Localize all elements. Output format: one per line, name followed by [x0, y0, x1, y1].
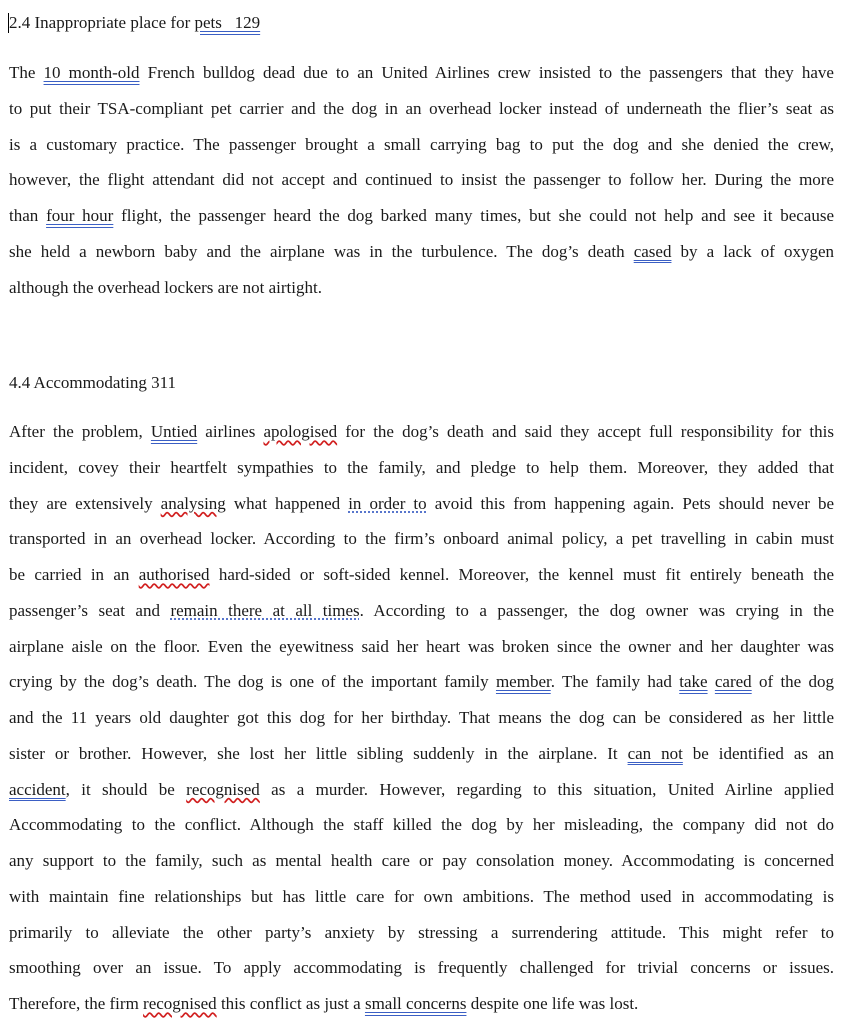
grammar-suggestion-mark[interactable]: take: [679, 672, 708, 692]
text-run: despite one life was lost.: [466, 994, 639, 1013]
text-line: [9, 450, 834, 486]
text-line: [9, 486, 834, 522]
text-line: [9, 521, 834, 557]
text-run: Accommodating to the conflict. Although the staff killed the dog by her misleading, the company did not do: [9, 815, 834, 835]
grammar-suggestion-mark[interactable]: remain there at all times: [170, 600, 360, 620]
text-run: , it should be: [65, 779, 187, 799]
text-run: by a lack of oxygen: [671, 241, 834, 261]
text-line: [9, 807, 834, 843]
text-run: . According to a passenger, the dog owner was crying in the: [359, 600, 834, 620]
text-run: airlines: [197, 422, 264, 441]
text-run: with maintain fine relationships but has little care for own ambitions. The method used in accommodating is: [9, 886, 834, 906]
spelling-error-mark[interactable]: apologised: [263, 422, 338, 441]
grammar-suggestion-mark[interactable]: cased: [633, 241, 672, 261]
text-run: French bulldog dead due to an United Airlines crew insisted to the passengers that they have: [139, 63, 834, 82]
heading-grammar-mark[interactable]: pets 129: [194, 13, 261, 32]
grammar-suggestion-mark[interactable]: member: [495, 672, 551, 692]
text-line: [9, 162, 834, 198]
text-run: any support to the family, such as mental health care or pay consolation money. Accommodating is concerned: [9, 851, 834, 870]
spelling-error-mark[interactable]: recognised: [186, 779, 260, 799]
grammar-suggestion-mark[interactable]: cared: [714, 672, 752, 692]
text-line: [9, 198, 834, 234]
text-run: be identified as an: [682, 743, 834, 763]
text-run: as a murder. However, regarding to this situation, United Airline applied: [259, 779, 834, 799]
text-line: [9, 736, 834, 772]
text-run: [708, 672, 715, 691]
text-run: The: [9, 63, 44, 82]
text-line: [9, 629, 834, 665]
text-run: primarily to alleviate the other party’s anxiety by stressing a surrendering attitude. This might refer to: [9, 922, 834, 942]
text-line: [9, 986, 834, 1022]
text-run: to put their TSA-compliant pet carrier and the dog in an overhead locker instead of underneath the flier’s seat as: [9, 98, 834, 118]
text-run: Therefore, the firm: [9, 994, 144, 1013]
grammar-suggestion-mark[interactable]: Untied: [150, 422, 198, 441]
text-run: is a customary practice. The passenger brought a small carrying bag to put the dog and she denied the crew,: [9, 134, 834, 154]
grammar-suggestion-mark[interactable]: 10 month-old: [43, 63, 140, 82]
text-run: hard-sided or soft-sided kennel. Moreover, the kennel must fit entirely beneath the: [209, 565, 834, 584]
grammar-suggestion-mark[interactable]: can not: [627, 743, 683, 763]
text-line: [9, 700, 834, 736]
text-line: [9, 270, 834, 306]
text-run: After the problem,: [9, 422, 151, 441]
text-run: smoothing over an issue. To apply accommodating is frequently challenged for trivial concerns or issues.: [9, 958, 834, 978]
grammar-suggestion-mark[interactable]: accident: [9, 779, 66, 799]
text-line: [9, 91, 834, 127]
text-run: what happened: [225, 493, 349, 513]
spelling-error-mark[interactable]: recognised: [143, 994, 217, 1013]
text-run: incident, covey their heartfelt sympathies to the family, and pledge to help them. Moreover, they added that: [9, 457, 834, 477]
text-run: she held a newborn baby and the airplane was in the turbulence. The dog’s death: [9, 241, 634, 261]
text-line: [9, 664, 834, 700]
section-heading-accommodating: 4.4 Accommodating 311: [9, 373, 176, 392]
text-run: crying by the dog’s death. The dog is one of the important family: [9, 672, 496, 692]
text-run: however, the flight attendant did not accept and continued to insist the passenger to follow her. During the more: [9, 170, 834, 190]
text-run: sister or brother. However, she lost her little sibling suddenly in the airplane. It: [9, 743, 628, 763]
text-run: than: [9, 206, 47, 225]
spelling-error-mark[interactable]: analysing: [160, 493, 226, 513]
paragraph-inappropriate-place: [9, 55, 834, 305]
text-line: [9, 915, 834, 951]
text-run: airplane aisle on the floor. Even the eyewitness said her heart was broken since the owner and her daughter was: [9, 636, 834, 656]
text-run: they are extensively: [9, 493, 161, 513]
text-run: and the 11 years old daughter got this dog for her birthday. That means the dog can be considered as her little: [9, 708, 834, 727]
text-run: flight, the passenger heard the dog barked many times, but she could not help and see it because: [113, 206, 834, 225]
text-line: [9, 950, 834, 986]
text-line: [9, 414, 834, 450]
grammar-suggestion-mark[interactable]: four hour: [46, 206, 114, 225]
text-line: [9, 234, 834, 270]
text-line: [9, 843, 834, 879]
spelling-error-mark[interactable]: authorised: [138, 565, 210, 584]
text-line: [9, 127, 834, 163]
grammar-suggestion-mark[interactable]: in order to: [348, 493, 427, 513]
text-line: [9, 55, 834, 91]
text-run: this conflict as just a: [216, 994, 365, 1013]
text-line: [9, 593, 834, 629]
text-run: of the dog: [751, 672, 834, 692]
text-line: [9, 772, 834, 808]
text-run: . The family had: [550, 672, 680, 692]
text-run: passenger’s seat and: [9, 600, 171, 620]
text-run: avoid this from happening again. Pets should never be: [426, 493, 834, 513]
section-heading-inappropriate-place: 2.4 Inappropriate place for pets 129: [9, 13, 261, 32]
text-run: although the overhead lockers are not airtight.: [9, 277, 322, 297]
text-run: transported in an overhead locker. According to the firm’s onboard animal policy, a pet travelling in cabin must: [9, 529, 834, 549]
text-run: be carried in an: [9, 565, 139, 584]
text-line: [9, 557, 834, 593]
grammar-suggestion-mark[interactable]: small concerns: [364, 994, 467, 1013]
paragraph-accommodating: [9, 414, 834, 1022]
text-line: [9, 879, 834, 915]
text-run: for the dog’s death and said they accept full responsibility for this: [337, 422, 834, 441]
